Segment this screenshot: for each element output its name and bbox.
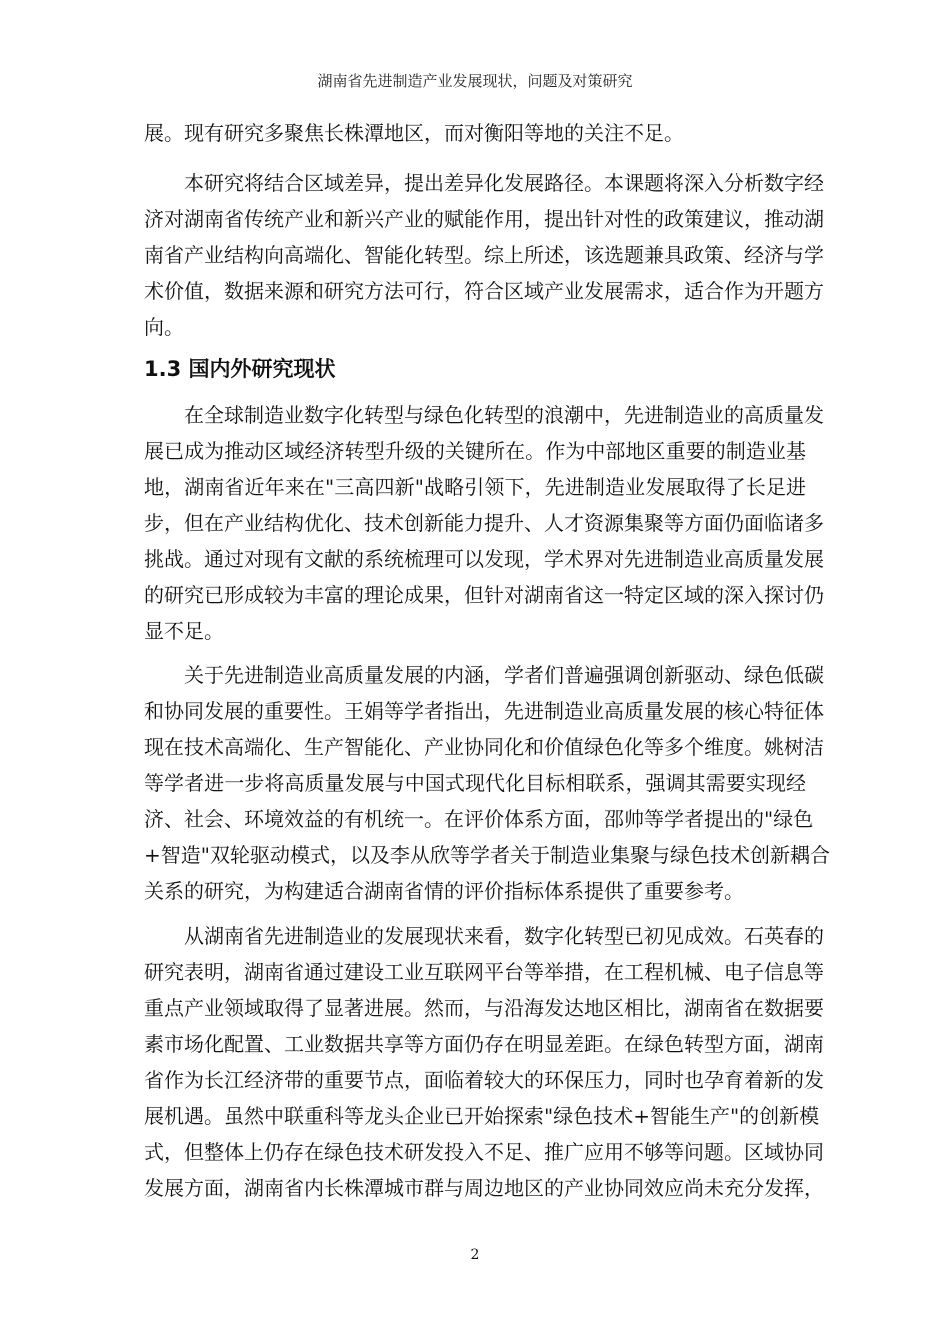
paragraph <box>144 165 824 345</box>
paragraph <box>144 918 824 1206</box>
running-header: 湖南省先进制造产业发展现状，问题及对策研究 <box>317 72 633 90</box>
paragraph <box>144 397 824 649</box>
text-line: 展机遇。虽然中联重科等龙头企业已开始探索"绿色技术+智能生产"的创新模 <box>144 1104 820 1128</box>
text-line: 现在技术高端化、生产智能化、产业协同化和价值绿色化等多个维度。姚树洁 <box>144 735 824 759</box>
text-line: 式，但整体上仍存在绿色技术研发投入不足、推广应用不够等问题。区域协同 <box>144 1140 824 1164</box>
text-line: 济对湖南省传统产业和新兴产业的赋能作用，提出针对性的政策建议，推动湖 <box>144 207 824 231</box>
text-line: 从湖南省先进制造业的发展现状来看，数字化转型已初见成效。石英春的 <box>184 924 824 948</box>
text-line: 步，但在产业结构优化、技术创新能力提升、人才资源集聚等方面仍面临诸多 <box>144 511 824 535</box>
paragraph <box>144 115 806 151</box>
text-line: 南省产业结构向高端化、智能化转型。综上所述，该选题兼具政策、经济与学 <box>144 243 824 267</box>
page-number: 2 <box>470 1247 480 1263</box>
text-line: 展。现有研究多聚焦长株潭地区，而对衡阳等地的关注不足。 <box>144 121 684 145</box>
text-line: 和协同发展的重要性。王娟等学者指出，先进制造业高质量发展的核心特征体 <box>144 699 824 723</box>
text-line: 的研究已形成较为丰富的理论成果，但针对湖南省这一特定区域的深入探讨仍 <box>144 583 824 607</box>
text-line: 济、社会、环境效益的有机统一。在评价体系方面，邵帅等学者提出的"绿色 <box>144 807 814 831</box>
text-line: 挑战。通过对现有文献的系统梳理可以发现，学术界对先进制造业高质量发展 <box>144 547 824 571</box>
text-line: 展已成为推动区域经济转型升级的关键所在。作为中部地区重要的制造业基 <box>144 439 806 463</box>
text-line: 向。 <box>144 315 184 339</box>
text-line: 本研究将结合区域差异，提出差异化发展路径。本课题将深入分析数字经 <box>184 171 824 195</box>
text-line: 研究表明，湖南省通过建设工业互联网平台等举措，在工程机械、电子信息等 <box>144 960 824 984</box>
text-line: 素市场化配置、工业数据共享等方面仍存在明显差距。在绿色转型方面，湖南 <box>144 1032 824 1056</box>
text-line: 省作为长江经济带的重要节点，面临着较大的环保压力，同时也孕育着新的发 <box>144 1068 824 1092</box>
text-line: 发展方面，湖南省内长株潭城市群与周边地区的产业协同效应尚未充分发挥， <box>144 1176 824 1200</box>
text-line: 术价值，数据来源和研究方法可行，符合区域产业发展需求，适合作为开题方 <box>144 279 824 303</box>
text-line: 在全球制造业数字化转型与绿色化转型的浪潮中，先进制造业的高质量发 <box>184 403 824 427</box>
section-heading: 1.3 国内外研究现状 <box>144 357 336 381</box>
text-line: 关系的研究，为构建适合湖南省情的评价指标体系提供了重要参考。 <box>144 879 744 903</box>
text-line: 等学者进一步将高质量发展与中国式现代化目标相联系，强调其需要实现经 <box>144 771 806 795</box>
text-line: +智造"双轮驱动模式，以及李从欣等学者关于制造业集聚与绿色技术创新耦合 <box>144 843 830 867</box>
text-line: 关于先进制造业高质量发展的内涵，学者们普遍强调创新驱动、绿色低碳 <box>184 663 824 687</box>
paragraph <box>144 657 830 909</box>
text-line: 地，湖南省近年来在"三高四新"战略引领下，先进制造业发展取得了长足进 <box>144 475 806 499</box>
text-line: 重点产业领域取得了显著进展。然而，与沿海发达地区相比，湖南省在数据要 <box>144 996 824 1020</box>
text-line: 显不足。 <box>144 619 224 643</box>
